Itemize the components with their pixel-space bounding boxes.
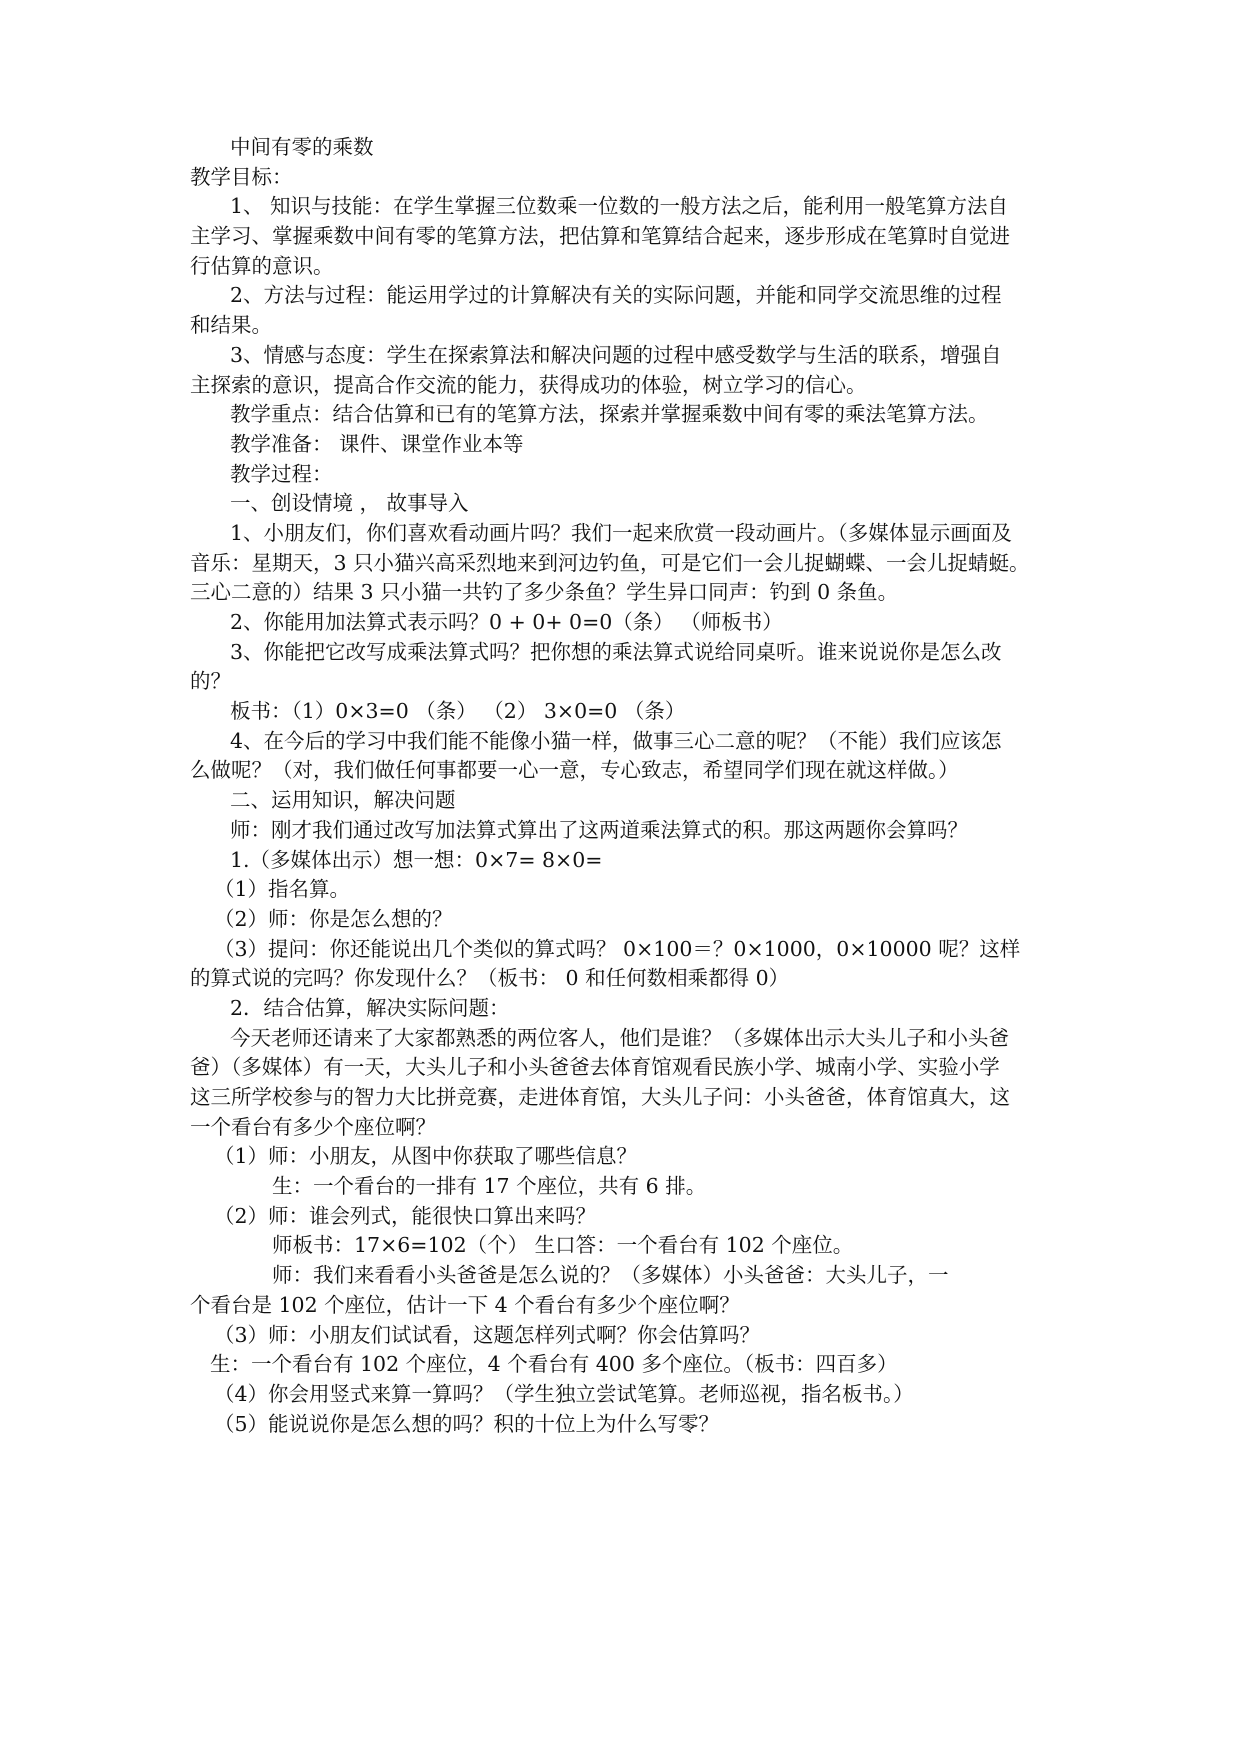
text-line: 2．结合估算，解决实际问题：	[230, 995, 510, 1020]
text-line: 2、方法与过程：能运用学过的计算解决有关的实际问题，并能和同学交流思维的过程	[230, 283, 1002, 308]
text-line: （3）师：小朋友们试试看，这题怎样列式啊？你会估算吗？	[214, 1322, 761, 1347]
text-line: 爸）（多媒体）有一天，大头儿子和小头爸爸去体育馆观看民族小学、城南小学、实验小学	[190, 1055, 1000, 1080]
text-line: 3、你能把它改写成乘法算式吗？把你想的乘法算式说给同桌听。谁来说说你是怎么改	[230, 639, 1002, 664]
text-line: 4、在今后的学习中我们能不能像小猫一样，做事三心二意的呢？（不能）我们应该怎	[230, 728, 1002, 753]
text-line: 三心二意的）结果 3 只小猫一共钓了多少条鱼？学生异口同声：钓到 0 条鱼。	[190, 580, 899, 605]
document-title: 中间有零的乘数	[230, 135, 374, 159]
text-line: 生：一个看台有 102 个座位，4 个看台有 400 多个座位。（板书：四百多）	[210, 1352, 898, 1377]
text-line: 师：刚才我们通过改写加法算式算出了这两道乘法算式的积。那这两题你会算吗？	[230, 817, 968, 842]
text-line: 主探索的意识，提高合作交流的能力，获得成功的体验，树立学习的信心。	[190, 372, 867, 397]
text-line: （5）能说说你是怎么想的吗？积的十位上为什么写零？	[214, 1411, 720, 1436]
text-line: 么做呢？（对，我们做任何事都要一心一意，专心致志，希望同学们现在就这样做。）	[190, 758, 959, 783]
text-line: 1、 知识与技能：在学生掌握三位数乘一位数的一般方法之后，能利用一般笔算方法自	[230, 194, 1009, 219]
text-line: （2）师：谁会列式，能很快口算出来吗？	[214, 1203, 597, 1228]
text-line: 的？	[190, 669, 231, 694]
section-heading-objectives: 教学目标：	[190, 164, 293, 189]
text-line: 这三所学校参与的智力大比拼竞赛，走进体育馆，大头儿子问：小头爸爸，体育馆真大，这	[190, 1085, 1010, 1109]
text-line: 1、小朋友们，你们喜欢看动画片吗？我们一起来欣赏一段动画片。（多媒体显示画面及	[230, 520, 1012, 545]
text-line: 1.（多媒体出示）想一想：0×7= 8×0=	[230, 847, 603, 872]
text-line: 和结果。	[190, 313, 272, 338]
text-line: 师板书：17×6=102（个） 生口答：一个看台有 102 个座位。	[272, 1233, 854, 1258]
text-line: 生：一个看台的一排有 17 个座位，共有 6 排。	[272, 1174, 707, 1199]
text-line: （4）你会用竖式来算一算吗？（学生独立尝试笔算。老师巡视，指名板书。）	[214, 1381, 914, 1406]
text-line: 今天老师还请来了大家都熟悉的两位客人，他们是谁？（多媒体出示大头儿子和小头爸	[230, 1025, 1009, 1050]
text-line: 个看台是 102 个座位，估计一下 4 个看台有多少个座位啊？	[190, 1292, 740, 1317]
section-heading: 一、创设情境 ， 故事导入	[230, 491, 469, 516]
text-line: 的算式说的完吗？你发现什么？（板书： 0 和任何数相乘都得 0）	[190, 966, 790, 991]
text-line: （3）提问：你还能说出几个类似的算式吗？ 0×100＝？0×1000，0×10000 呢？这样	[214, 936, 1021, 961]
text-line: 3、情感与态度：学生在探索算法和解决问题的过程中感受数学与生活的联系，增强自	[230, 342, 1002, 367]
text-line: 教学重点：结合估算和已有的笔算方法，探索并掌握乘数中间有零的乘法笔算方法。	[230, 402, 989, 427]
text-line: 主学习、掌握乘数中间有零的笔算方法，把估算和笔算结合起来，逐步形成在笔算时自觉进	[190, 224, 1010, 249]
text-line: 一个看台有多少个座位啊？	[190, 1114, 436, 1139]
text-line: 教学准备： 课件、课堂作业本等	[230, 431, 524, 456]
text-line: 音乐：星期天，3 只小猫兴高采烈地来到河边钓鱼，可是它们一会儿捉蝴蝶、一会儿捉蜻蜓。	[190, 550, 1030, 575]
text-line: （1）指名算。	[214, 877, 351, 902]
document-page	[0, 133, 1241, 1439]
text-line: 师：我们来看看小头爸爸是怎么说的？（多媒体）小头爸爸：大头儿子，一	[272, 1263, 949, 1288]
section-heading: 二、运用知识，解决问题	[230, 788, 456, 813]
text-line: 板书：（1）0×3=0 （条） （2） 3×0=0 （条）	[230, 699, 686, 724]
text-line: 行估算的意识。	[190, 253, 334, 278]
text-line: 2、你能用加法算式表示吗？0 + 0+ 0=0（条） （师板书）	[230, 610, 783, 634]
text-line: （1）师：小朋友，从图中你获取了哪些信息？	[214, 1144, 638, 1169]
text-line: （2）师：你是怎么想的？	[214, 906, 453, 931]
section-heading-process: 教学过程：	[230, 461, 333, 486]
